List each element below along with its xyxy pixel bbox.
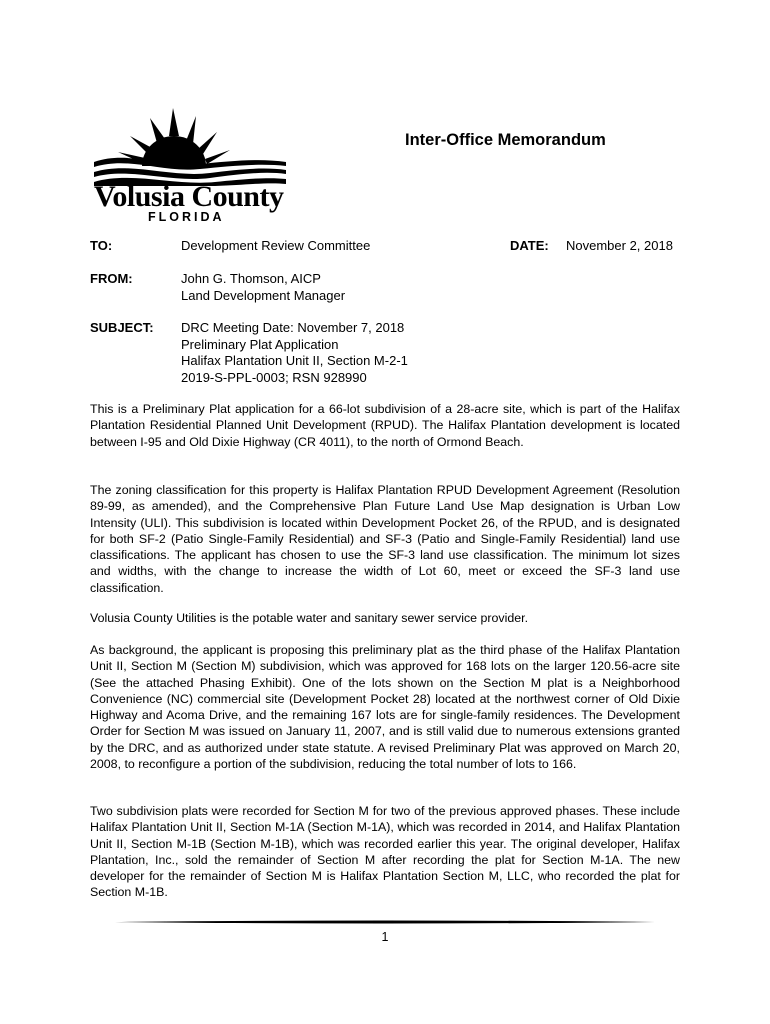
logo-county-name: Volusia County bbox=[94, 180, 284, 213]
body-paragraph: Two subdivision plats were recorded for Section M for two of the previous approved phases. These include Halifax Plantation Unit II, Section M-1A (Section M-1A), which was recorded in 2014, and Halifax Plantation Unit II, Section M-1B (Section M-1B), which was recorded earlier this year. The original developer, Halifax Plantation, Inc., sold the remainder of Section M after recording the plat for Section M-1A. The new developer for the remainder of Section M is Halifax Plantation Section M, LLC, who recorded the plat for Section M-1B. bbox=[90, 804, 680, 900]
date-value: November 2, 2018 bbox=[566, 238, 673, 253]
subject-line: Halifax Plantation Unit II, Section M-2-1 bbox=[181, 353, 408, 368]
body-paragraph: The zoning classification for this property is Halifax Plantation RPUD Development Agreement (Resolution 89-99, as amended), and the Comprehensive Plan Future Land Use Map designation is Urban Low Intensity (ULI). This subdivision is located within Development Pocket 26, of the RPUD, and is designated for both SF-2 (Patio Single-Family Residential) and SF-3 (Patio and Single-Family Residential) land use classifications. The applicant has chosen to use the SF-3 land use classification. The minimum lot sizes and widths, with the change to increase the width of Lot 60, meet or exceed the SF-3 land use classification. bbox=[90, 483, 680, 595]
to-label: TO: bbox=[90, 238, 113, 253]
from-name: John G. Thomson, AICP bbox=[181, 271, 321, 286]
from-label: FROM: bbox=[90, 271, 133, 286]
from-title: Land Development Manager bbox=[181, 287, 346, 303]
date-label: DATE: bbox=[510, 238, 549, 253]
body-paragraph: Volusia County Utilities is the potable water and sanitary sewer service provider. bbox=[90, 611, 529, 625]
subject-line: Preliminary Plat Application bbox=[181, 336, 339, 352]
logo-state-name: FLORIDA bbox=[148, 210, 225, 224]
subject-label: SUBJECT: bbox=[90, 320, 154, 335]
subject-line: 2019-S-PPL-0003; RSN 928990 bbox=[181, 369, 367, 385]
body-paragraph: This is a Preliminary Plat application for a 66-lot subdivision of a 28-acre site, which is part of the Halifax Plantation Residential Planned Unit Development (RPUD). The Halifax Plantation development is located between I-95 and Old Dixie Highway (CR 4011), to the north of Ormond Beach. bbox=[90, 402, 680, 449]
page-number: 1 bbox=[381, 930, 389, 944]
body-paragraph: As background, the applicant is proposing this preliminary plat as the third phase of the Halifax Plantation Unit II, Section M (Section M) subdivision, which was approved for 168 lots on the larger 120.56-acre site (See the attached Phasing Exhibit). One of the lots shown on the Section M plat is a Neighborhood Convenience (NC) commercial site (Development Pocket 28) located at the northwest corner of Old Dixie Highway and Acoma Drive, and the remaining 167 lots are for single-family residences. The Development Order for Section M was issued on January 11, 2007, and is still valid due to numerous extensions granted by the DRC, and as authorized under state statute. A revised Preliminary Plat was approved on March 20, 2008, to reconfigure a portion of the subdivision, reducing the total number of lots to 166. bbox=[90, 643, 680, 772]
memo-title: Inter-Office Memorandum bbox=[405, 131, 606, 149]
volusia-county-logo bbox=[90, 106, 290, 226]
subject-line: DRC Meeting Date: November 7, 2018 bbox=[181, 320, 405, 335]
to-value: Development Review Committee bbox=[181, 238, 371, 253]
sun-logo-icon bbox=[90, 106, 290, 186]
footer-divider bbox=[115, 918, 655, 926]
